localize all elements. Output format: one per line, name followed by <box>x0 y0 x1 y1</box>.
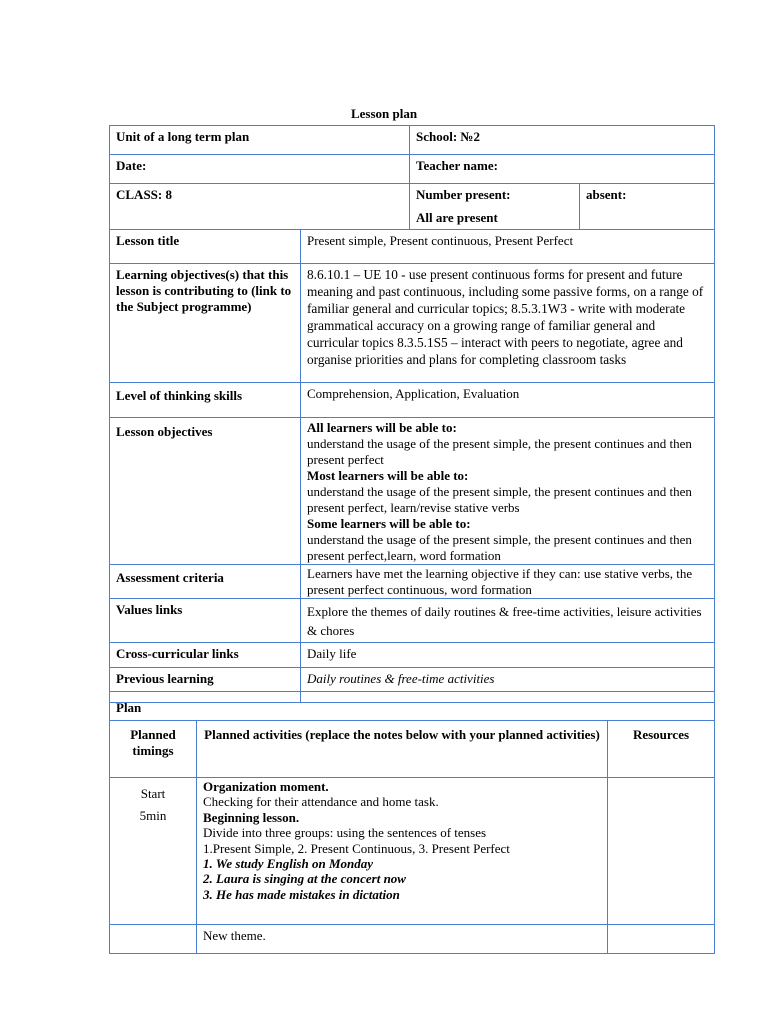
values-links-label: Values links <box>110 599 301 643</box>
previous-learning-label: Previous learning <box>110 668 301 703</box>
number-present-label: Number present: <box>416 187 511 202</box>
assessment-criteria-value: Learners have met the learning objective if they can: use stative verbs, the present perfect continuous, word formation <box>301 565 715 599</box>
timing-cell-empty <box>110 925 197 954</box>
lesson-title-label: Lesson title <box>110 230 301 264</box>
organization-heading: Organization moment. <box>203 779 329 794</box>
lesson-objectives-value <box>301 418 715 565</box>
date-label: Date: <box>110 155 410 184</box>
all-learners-text: understand the usage of the present simple, the present continues and then present perfect <box>307 436 692 467</box>
all-present-text: All are present <box>416 210 498 225</box>
thinking-skills-label: Level of thinking skills <box>110 383 301 418</box>
thinking-skills-value: Comprehension, Application, Evaluation <box>301 383 715 418</box>
learning-objectives-label: Learning objectives(s) that this lesson is contributing to (link to the Subject programme) <box>110 264 301 383</box>
beginning-heading: Beginning lesson. <box>203 809 300 825</box>
plan-label: Plan <box>110 692 715 721</box>
previous-learning-value: Daily routines & free-time activities <box>301 668 715 703</box>
header-table <box>109 125 715 230</box>
learning-objectives-value: 8.6.10.1 – UE 10 - use present continuous forms for present and future meaning and past continuous, including some passive forms, on a range of familiar general and curricular topics; 8.5.3.1W3 - write with moderate grammatical accuracy on a growing range of familiar general and curricular topics 8.3.5.1S5 – interact with peers to negotiate, agree and organise priorities and plans for completing classroom tasks <box>301 264 715 383</box>
example-sentence: 2. Laura is singing at the concert now <box>203 871 406 887</box>
resources-cell <box>608 778 715 925</box>
most-learners-text: understand the usage of the present simple, the present continues and then present perfect, learn/revise stative verbs <box>307 484 692 515</box>
new-theme-text: New theme. <box>197 925 608 954</box>
beginning-text: Divide into three groups: using the sentences of tenses <box>203 825 487 841</box>
all-learners-heading: All learners will be able to: <box>307 420 457 435</box>
teacher-name-label: Teacher name: <box>410 155 715 184</box>
lesson-info-table <box>109 229 715 703</box>
unit-label: Unit of a long term plan <box>110 126 410 155</box>
groups-text: 1.Present Simple, 2. Present Continuous, 3. Present Perfect <box>203 840 510 856</box>
timing-minutes: 5min <box>139 808 167 823</box>
resources-header: Resources <box>608 721 715 778</box>
timing-start: Start <box>140 786 166 801</box>
plan-table <box>109 691 715 954</box>
example-sentence: 3. He has made mistakes in dictation <box>203 886 400 902</box>
cross-curricular-label: Cross-curricular links <box>110 643 301 668</box>
planned-timings-header: Planned timings <box>110 721 197 778</box>
some-learners-text: understand the usage of the present simple, the present continues and then present perfect,learn, word formation <box>307 532 692 563</box>
absent-label: absent: <box>580 184 715 230</box>
cross-curricular-value: Daily life <box>301 643 715 668</box>
class-label: CLASS: 8 <box>110 184 410 230</box>
school-label: School: №2 <box>410 126 715 155</box>
some-learners-heading: Some learners will be able to: <box>307 516 471 531</box>
lesson-objectives-label: Lesson objectives <box>110 418 301 565</box>
lesson-title-value: Present simple, Present continuous, Present Perfect <box>301 230 715 264</box>
activities-cell <box>197 778 608 925</box>
example-sentence: 1. We study English on Monday <box>203 856 374 872</box>
resources-cell-empty <box>608 925 715 954</box>
values-links-value: Explore the themes of daily routines & free-time activities, leisure activities & chores <box>301 599 715 643</box>
timing-cell <box>110 778 197 925</box>
planned-activities-header: Planned activities (replace the notes below with your planned activities) <box>197 721 608 778</box>
page-title: Lesson plan <box>350 106 418 121</box>
assessment-criteria-label: Assessment criteria <box>110 565 301 599</box>
number-present-cell <box>410 184 580 230</box>
organization-text: Checking for their attendance and home task. <box>203 794 439 810</box>
most-learners-heading: Most learners will be able to: <box>307 468 469 483</box>
